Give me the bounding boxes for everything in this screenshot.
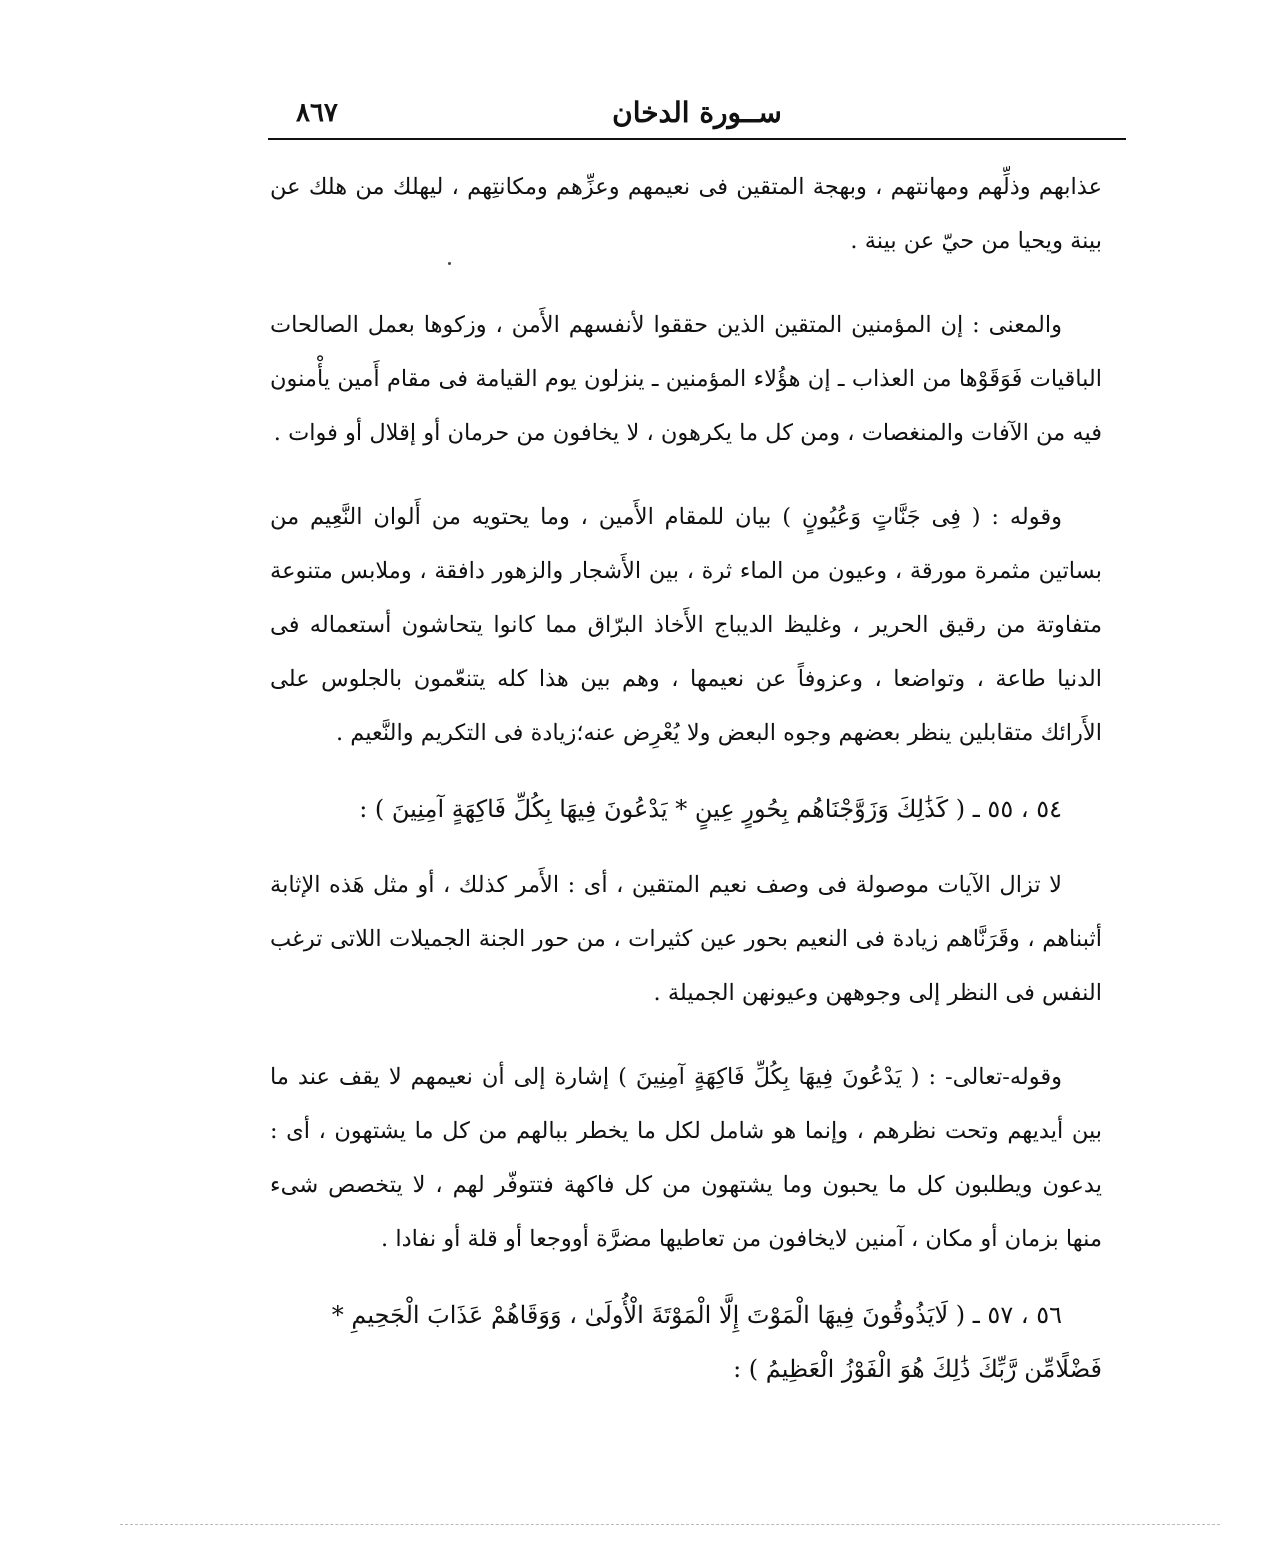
paragraph-4: لا تزال الآيات موصولة فى وصف نعيم المتقين ، أى : الأَمر كذلك ، أو مثل هَذه الإثابة أثبناهم ، وقَرَنَّاهم زيادة فى النعيم بحور عين كثيرات ، من حور الجنة الجميلات اللاتى ترغب النفس فى النظر إلى وجوههن وعيونهن الجميلة . xyxy=(270,872,1102,1006)
surah-title: ســورة الدخان xyxy=(612,96,782,129)
paragraph-3: وقوله : ( فِى جَنَّاتٍ وَعُيُونٍ ) بيان للمقام الأَمين ، وما يحتويه من أَلوان النَّعِيم من بساتين مثمرة مورقة ، وعيون من الماء ثرة ، بين الأَشجار والزهور دافقة ، وملابس متنوعة متفاوتة من رقيق الحرير ، وغليظ الديباج الأَخاذ البرّاق مما كانوا يتحاشون أستعماله فى الدنيا طاعة ، وتواضعا ، وعزوفاً عن نعيمها ، وهم بين هذا كله يتنعّمون بالجلوس على الأَرائك متقابلين ينظر بعضهم وجوه البعض ولا يُعْرِض عنه؛زيادة فى التكريم والنَّعيم . xyxy=(270,504,1102,746)
page-header xyxy=(268,86,1126,136)
paragraph-5: وقوله-تعالى- : ( يَدْعُونَ فِيهَا بِكُلِّ فَاكِهَةٍ آمِنِينَ ) إشارة إلى أن نعيمهم لا يقف عند ما بين أيديهم وتحت نظرهم ، وإنما هو شامل لكل ما يخطر ببالهم من كل ما يشتهون ، أى : يدعون ويطلبون كل ما يحبون وما يشتهون من كل فاكهة فتتوفّر لهم ، لا يتخصص شىء منها بزمان أو مكان ، آمنين لايخافون من تعاطيها مضرَّة أووجعا أو قلة أو نفادا . xyxy=(270,1064,1102,1252)
header-divider xyxy=(268,138,1126,140)
verse-54-55: ٥٤ ، ٥٥ ـ ( كَذَٰلِكَ وَزَوَّجْنَاهُم بِحُورٍ عِينٍ * يَدْعُونَ فِيهَا بِكُلِّ فَاكِهَةٍ آمِنِينَ ) : xyxy=(359,795,1062,823)
page-number: ٨٦٧ xyxy=(296,98,338,128)
paragraph-1: عذابهم وذلِّهم ومهانتهم ، وبهجة المتقين فى نعيمهم وعزِّهم ومكانتِهم ، ليهلك من هلك عن بينة ويحيا من حيّ عن بينة . xyxy=(270,174,1102,254)
verse-56-57: ٥٦ ، ٥٧ ـ ( لَايَذُوقُونَ فِيهَا الْمَوْتَ إِلَّا الْمَوْتَةَ الْأُولَىٰ ، وَوَقَاهُمْ عَذَابَ الْجَحِيمِ * فَضْلًامِّن رَّبِّكَ ذَٰلِكَ هُوَ الْفَوْزُ الْعَظِيمُ ) : xyxy=(331,1301,1102,1383)
paragraph-2: والمعنى : إن المؤمنين المتقين الذين حققوا لأنفسهم الأَمن ، وزكوها بعمل الصالحات الباقيات فَوَقَوْها من العذاب ـ إن هؤُلاء المؤمنين ـ ينزلون يوم القيامة فى مقام أَمين يأْمنون فيه من الآفات والمنغصات ، ومن كل ما يكرهون ، لا يخافون من حرمان أو إقلال أو فوات . xyxy=(270,312,1102,446)
ink-speck xyxy=(448,262,451,265)
scan-edge-line xyxy=(120,1524,1220,1525)
page-body xyxy=(270,160,1102,1396)
